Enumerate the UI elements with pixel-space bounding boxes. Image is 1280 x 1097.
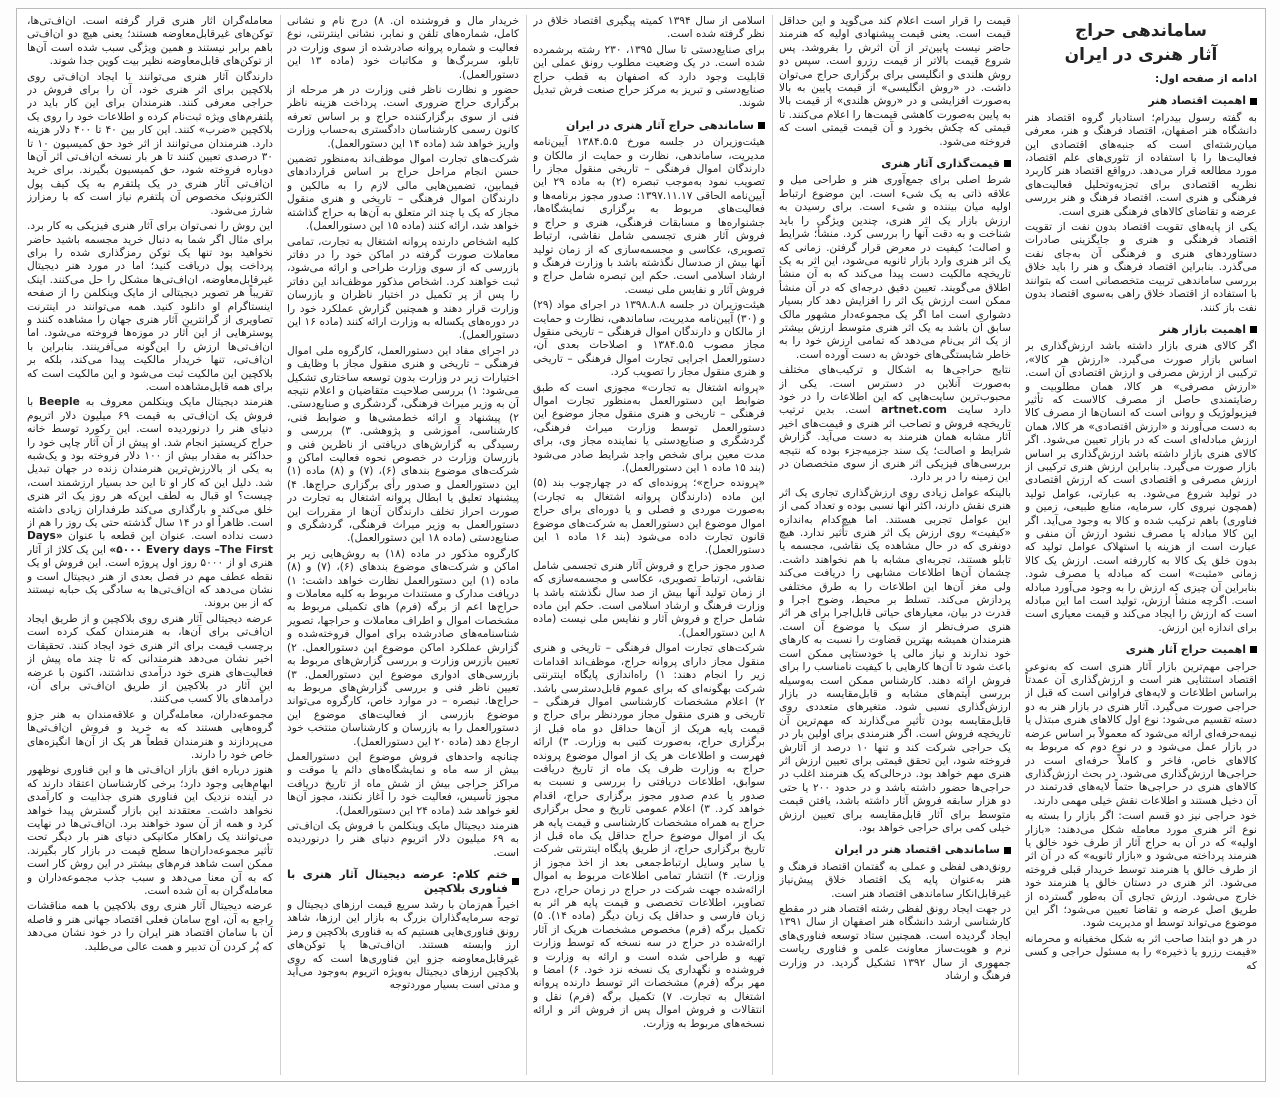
paragraph: عرضه دیجیتال آثار هنری روی بلاکچین با همه مناقشات راجع به آن، اوج سامان فعلی اقتصاد جهانی هنر و فاصله آن با سامان اقتصاد هنر ایران را در خود نشان می‌دهد که پُر کردن آن تدبیر و همت عالی می‌طلبد. [27, 900, 273, 953]
bullet-square-icon [1250, 98, 1257, 105]
paragraph: «پرونده حراج»؛ پرونده‌ای که در چهارچوب بند (۵) این ماده (دارندگان پروانه اشتغال به تجارت) به‌صورت موردی و فصلی و یا دوره‌ای برای حراج اموال موضوع این دستورالعمل به شرکت‌های موضوع قانون تجارت داده می‌شود (بند ۱۶ ماده ۱ این دستورالعمل). [533, 477, 765, 557]
column-2 [779, 15, 1011, 1075]
paragraph: یکی از پایه‌های تقویت اقتصاد بدون نفت از تقویت اقتصاد فرهنگی و هنری و جایگزینی صادرات دستاوردهای هنری و فرهنگی آن به‌جای نفت می‌گذرد. بنابراین اقتصاد فرهنگ و هنر را باید خلاق بررسی ساماندهی تربیت متخصصانی است که بتوانند با استفاده از اقتصاد خلاق راهی به‌سوی اقتصاد بدون نفت باز کنند. [1025, 221, 1257, 314]
paragraph: شرکت‌های تجارت اموال موظف‌اند به‌منظور تضمین حسن انجام مراحل حراج بر اساس قراردادهای فیمابین، تضمین‌هایی مالی لازم را به مالکین و دارندگان اموال فرهنگی – تاریخی و هنری منقول مجاز که یک یا چند اثر متعلق به آن‌ها به حراج گذاشته خواهد شد، ارائه کنند (ماده ۱۵ این دستورالعمل). [287, 153, 519, 233]
heading-auction-importance: اهمیت حراج آثار هنری [1025, 643, 1257, 656]
paragraph: معامله‌گران آثار هنری قرار گرفته است. ان‌اف‌تی‌ها، توکن‌های غیرقابل‌معاوضه هستند؛ یعنی هیچ دو ان‌اف‌تی باهم برابر نیستند و همین ویژگی سبب شده است آن‌ها از توکن‌های قابل‌معاوضه نظیر بیت کوین جدا شوند. [27, 15, 273, 68]
column-divider [772, 15, 773, 1075]
paragraph: هنوز درباره افق بازار ان‌اف‌تی ها و این فناوری نوظهور ابهام‌هایی وجود دارد؛ برخی کارشناسان اعتقاد دارند که در آینده نزدیک این فناوری هنری جذابیت و کارآمدی نخواهد داشت. معتقدند این بازار گسترش پیدا خواهد کرد و همه از آن سود خواهند برد. ان‌اف‌تی‌ها در نهایت می‌توانند یک راهکار مکانیکی دنیای هنر بار دیگر تحت تأثیر مجموعه‌داران‌ها سطح قیمت در بازار کار بگیرند. ممکن است شاهد فرم‌های بیشتر در این روش کار است که به آن معنا می‌دهد و سبب جذب مجموعه‌داران و معامله‌گران به آن شده است. [27, 764, 273, 897]
paragraph: مجموعه‌داران، معامله‌گران و علاقه‌مندان به هنر جزو گروه‌هایی هستند که به خرید و فروش ان‌اف‌تی‌ها می‌پردازند و هنرمندان قطعاً هر یک از آن‌ها انگیزه‌های خاص خود را دارند. [27, 708, 273, 761]
paragraph: در اجرای مفاد این دستورالعمل، کارگروه ملی اموال فرهنگی – تاریخی و هنری منقول مجاز با وظایف و اختیارات زیر در وزارت بدون توسعه ساختاری تشکیل می‌شود: ۱) بررسی صلاحیت متقاضیان و اعلام نتیجه آن به وزیر میراث فرهنگی، گردشگری و صنایع‌دستی. ۲) پیشنهاد و ارائه خط‌مشی‌ها و ضوابط فنی، کارشناسی، آموزشی و پژوهشی. ۳) بررسی و رسیدگی به گزارش‌های دریافتی از ناظرین فنی و بازرسان وزارت در خصوص نحوه فعالیت اماکن و شرکت‌های موضوع بندهای (۶)، (۷) و (۸) ماده (۱) این دستورالعمل و صدور رأی برگزاری حراج‌ها. ۴) پیشنهاد تعلیق یا ابطال پروانه اشتغال به تجارت در صورت احراز تخلف دارندگان آن‌ها از مقررات این دستورالعمل به وزیر میراث فرهنگی، گردشگری و صنایع‌دستی (ماده ۱۸ این دستورالعمل). [287, 344, 519, 545]
paragraph: شرکت‌های تجارت اموال فرهنگی – تاریخی و هنری منقول مجاز دارای پروانه حراج، موظف‌اند اقدامات زیر را انجام دهند: ۱) راه‌اندازی پایگاه اینترنتی شرکت بهگونه‌ای که برای عموم قابل‌دسترسی باشد. ۲) اعلام مشخصات کارشناسی اموال فرهنگی – تاریخی و هنری منقول مجاز موردنظر برای حراج و قیمت پایه هریک از آن‌ها حداقل دو ماه قبل از برگزاری حراج، به‌صورت کتبی به وزارت. ۳) ارائه فهرست و اطلاعات هر یک از اموال موضوع پرونده حراج به وزارت ظرف یک ماه از تاریخ دریافت سوابق، اطلاعات دریافتی را بررسی و نسبت به صدور یا عدم صدور مجوز برگزاری حراج، اقدام خواهد کرد. ۳) اعلام عمومی تاریخ و محل برگزاری حراج به همراه مشخصات کارشناسی و قیمت پایه هر یک از اموال موضوع حراج حداقل یک ماه قبل از تاریخ برگزاری حراج، از طریق پایگاه اینترنتی شرکت یا سایر وسایل ارتباط‌جمعی بعد از اخذ مجوز از وزارت. ۴) انتشار تمامی اطلاعات مربوط به اموال ارائه‌شده جهت شرکت در حراج در زمان حراج، درج تصاویر، اطلاعات تخصصی و قیمت پایه هر اثر به زبان فارسی و حداقل یک زبان دیگر (ماده ۱۴). ۵) تکمیل برگه (فرم) مخصوص مشخصات هریک از آثار ارائه‌شده در حراج در سه نسخه که توسط وزارت تهیه و طراحی شده است و ارائه به وزارت و فروشنده و نگهداری یک نسخه نزد خود. ۶) امضا و مهر برگه (فرم) مشخصات اثر توسط دارنده پروانه اشتغال به تجارت. ۷) تکمیل برگه (فرم) نقل و انتقالات و فروش اموال پس از فروش اثر و ارائه نسخه‌های مربوط به وزارت. [533, 642, 765, 1030]
paragraph: قیمت را قرار است اعلام کند می‌گوید و این حداقل قیمت است. یعنی قیمت پیشنهادی اولیه که هنرمند حاضر نیست پایین‌تر از آن اثرش را بفروشد. پس شروع قیمت بالاتر از قیمت رزرو است. سپس دو روش هلندی و انگلیسی برای برگزاری حراج می‌توان داشت. در «روش انگلیسی» از قیمت پایین به بالا به‌صورت افزایشی و در «روش هلندی» از قیمت بالا به پایین به‌صورت کاهشی قیمت‌ها را اعلام می‌کنند. تا قیمتی که چکش بخورد و آن قیمت قیمتی است که فروخته می‌شود. [779, 15, 1011, 148]
heading-pricing: قیمت‌گذاری آثار هنری [779, 157, 1011, 170]
bullet-square-icon [1250, 646, 1257, 653]
paragraph: حراجی مهم‌ترین بازار آثار هنری است که به‌نوعی اقتصاد استثنایی هنر است و ارزش‌گذاری آن عمدتاً براساس اطلاعات و لایه‌های فراوانی است که قبل از حراجی صورت می‌گیرد. آثار هنری در بازار هنر به دو دسته تقسیم می‌شود: نوع اول کالاهای هنری مبتذل یا نیمه‌حرفه‌ای ارائه می‌شود که معمولاً بر اساس عرضه در بازار عمل می‌شود و در نوع دوم که مربوط به کالاهای خاص، فاخر و کاملاً حرفه‌ای است در حراجی‌ها ارزش‌گذاری می‌شود. در بحث ارزش‌گذاری کالاهای هنری در حراجی‌ها حتماً لایه‌های قدرتمند در آن دخیل هستند و اطلاعات نقش خیلی مهمی دارند. [1025, 660, 1257, 807]
column-4 [287, 15, 519, 1075]
title-line-1: ساماندهی حراج [1074, 21, 1208, 41]
paragraph: دارندگان آثار هنری می‌توانند با ایجاد ان‌اف‌تی روی بلاکچین برای اثر هنری خود، آن را برای فروش در حراجی معرفی کنند. هنرمندان برای این کار باید در پلتفرم‌های ویژه ثبت‌نام کرده و اطلاعات خود را روی یک بلاکچین «ضرب» کنند. این کار بین ۴۰ تا ۴۰۰ دلار هزینه دارد. هنرمندان می‌توانند از اثر خود حق کمیسیون ۱۰ تا ۳۰ درصدی تعیین کنند تا هر بار نسخه ان‌اف‌تی اثر آن‌ها دوباره فروخته شود، حق کمیسیون بگیرند. برای خرید ان‌اف‌تی آثار هنری در یک پلتفرم به یک کیف پول الکترونیک مخصوص آن پلتفرم نیاز است که با رمزارز شارژ می‌شود. [27, 70, 273, 217]
column-divider [280, 15, 281, 1075]
paragraph: به گفته رسول بیدرام؛ استادیار گروه اقتصاد هنر دانشگاه هنر اصفهان، اقتصاد فرهنگ و هنر، معرفی میان‌رشته‌ای است که جنبه‌های اقتصادی این فعالیت‌ها را با استفاده از تئوری‌های علم اقتصاد، مورد مطالعه قرار می‌دهد. درواقع اقتصاد هنر کاربرد نظریه اقتصادی برای تجزیه‌وتحلیل فعالیت‌های فرهنگی و هنری است. اقتصاد فرهنگ و هنر بررسی عرضه و تقاضای کالاهای فرهنگی هنری است. [1025, 111, 1257, 218]
paragraph: عرضه دیجیتالی آثار هنری روی بلاکچین و از طریق ایجاد ان‌اف‌تی برای آن‌ها، به هنرمندان کمک کرده است برچسب قیمت برای اثر هنری خود ایجاد کنند. تحقیقات اخیر نشان می‌دهد هنرمندانی که تا چند ماه پیش از فعالیت‌های هنری خود درآمدی نداشتند، اکنون با عرضه این آثار در بلاکچین از طریق ان‌اف‌تی برای آن، درآمدهای بالا کسب می‌کنند. [27, 612, 273, 706]
paragraph: اخیراً هم‌زمان با رشد سریع قیمت ارزهای دیجیتال و توجه سرمایه‌گذاران بزرگ به بازار این ارزها، شاهد رونق فناوری‌هایی هستیم که به فناوری بلاکچین و رمز ارز وابسته هستند. ان‌اف‌تی‌ها یا توکن‌های غیرقابل‌معاوضه جزو این فناوری‌ها است که روی بلاکچین ارزهای دیجیتال به‌ویژه اتریوم به‌وجود می‌آید و مدتی است بسیار موردتوجه [287, 899, 519, 992]
paragraph: شرط اصلی برای جمع‌آوری هنر و طراحی میل و علاقه ذاتی به یک شیء است. این موضوع ارتباط اولیه میان بیننده و شیء است. برای رسیدن به ارزش بازار یک اثر هنری، چندین ویژگی را باید شناخت و به دقت آنها را بررسی کرد. منشأ؛ شرایط و اصالت؛ کیفیت در معرض قرار گرفتن. زمانی که یک اثر هنری وارد بازار ثانویه می‌شود، این اثر به یک تاریخچه مالکیت دست پیدا می‌کند که به آن منشأ اطلاق می‌گویند. تعیین دقیق درجه‌ای که در آن منشأ ممکن است ارزش یک اثر را افزایش دهد کار بسیار دشواری است اما اگر یک مجموعه‌دار مشهور مالک سابق آن باشد به یک اثر هنری متوسط ارزش بیشتر از یک اثر بی‌نام می‌دهد که تمامی ارزش خود را به خاطر شایستگی‌های خودش به دست آورده است. [779, 174, 1011, 361]
paragraph: در جهت ایجاد رونق لفظی رشته اقتصاد هنر در مقطع کارشناسی ارشد دانشگاه هنر اصفهان از سال ۱۳۹۱ ایجاد گردیده است. همچنین ستاد توسعه فناوری‌های نرم و هویت‌ساز معاونت علمی و فناوری ریاست جمهوری از سال ۱۳۹۲ تشکیل گردید. در وزارت فرهنگ و ارشاد [779, 903, 1011, 983]
heading-conclusion: ختم کلام: عرضه دیجیتال آثار هنری با فناوری بلاکچین [287, 868, 519, 895]
bullet-square-icon [758, 122, 765, 129]
bullet-square-icon [1004, 160, 1011, 167]
article-title [1025, 19, 1257, 67]
title-line-2: آثار هنری در ایران [1064, 45, 1218, 65]
beeple-name: Beeple [38, 396, 80, 409]
heading-art-economy: اهمیت اقتصاد هنر [1025, 94, 1257, 107]
paragraph: «پروانه اشتغال به تجارت» مجوزی است که طبق ضوابط این دستورالعمل به‌منظور تجارت اموال فرهنگی – تاریخی و هنری منقول مجاز موضوع این دستورالعمل توسط وزارت میراث فرهنگی، گردشگری و صنایع‌دستی یا نماینده مجاز وی، برای مدت معین برای شخص واجد شرایط صادر می‌شود (بند ۱۵ ماده ۱ این دستورالعمل). [533, 381, 765, 474]
column-3 [533, 15, 765, 1075]
paragraph: برای صنایع‌دستی تا سال ۱۳۹۵، ۲۳۰ رشته برشمرده شده است. در یک وضعیت مطلوب رونق عملی این قابلیت وجود دارد که اصفهان به قطب حراج صنایع‌دستی و تبریز به مرکز حراج صنعت فرش تبدیل شوند. [533, 43, 765, 110]
paragraph: بالینکه عوامل زیادی روی ارزش‌گذاری تجاری یک اثر هنری نقش دارند، اکثر آنها نسبی بوده و تعداد کمی از این عوامل تجربی هستند. اما هیچ‌کدام به‌اندازه «کیفیت» روی ارزش یک اثر هنری تأثیر ندارد. هیچ دونفری که در حال مشاهده یک نقاشی، مجسمه یا تابلو هستند، تجربه‌ای مشابه با هم نخواهند داشت. چشمان آن‌ها اطلاعات مشابهی را دریافت می‌کند ولی مغز آن‌ها این اطلاعات را به طرق مختلفی پردازش می‌کند. تسلط بر محیط، وضوح اجرا و قدرت در بیان، معیارهای حیاتی قابل‌اجرا برای هر اثر هنری صرف‌نظر از سبک یا موضوع آن است. هنرمندان همیشه بهترین قضاوت را نسبت به کارهای خود ندارند و نیاز مالی یا خودستایی ممکن است باعث شود تا آن‌ها کارهایی با کیفیت نامناسب را برای فروش ارائه دهند. کارشناس ممکن است به‌وسیله بررسی آیتم‌های مشابه و قابل‌مقایسه در بازار ارزش‌گذاری نسبی شود. متغیرهای متعددی روی قابل‌مقایسه بودن تأثیر می‌گذارند که مهم‌ترین آن تاریخچه فروش است. اگر هنرمندی برای اولین بار در یک حراجی شرکت کند و تنها ۱۰ درصد از آثارش فروخته شود، این تحقق قیمتی برای تعیین ارزش اثر هنری مهم خواهد بود. درحالی‌که یک هنرمند اغلب در حراجی‌ها حضور داشته باشد و در حدود ۲۰۰ یا حتی دو هزار سابقه فروش آثار داشته باشد، یافتن قیمت متوسط برای آثار قابل‌مقایسه برای تعیین ارزش خیلی کمی برای حراجی خواهد بود. [779, 486, 1011, 834]
heading-auction-organizing: ساماندهی حراج آثار هنری در ایران [533, 119, 765, 132]
paragraph: اسلامی از سال ۱۳۹۴ کمیته پیگیری اقتصاد خلاق در نظر گرفته شده است. [533, 15, 765, 41]
column-1 [1025, 15, 1257, 1075]
paragraph: در هر دو ابتدا صاحب اثر به شکل مخفیانه و محرمانه «قیمت رزرو یا ذخیره» را به مسئول حراجی و کسی که [1025, 932, 1257, 972]
paragraph: هنرمند دیجیتال مایک وینکلمن معروف به Beeple با فروش یک ان‌اف‌تی به قیمت ۶۹ میلیون دلار اتریوم دنیای هنر را درنوردیده است. این رکورد توسط خانه حراج کریستیز انجام شد. او پیش از آن آثار چاپی خود را حداکثر به مقدار بیش از ۱۰۰ دلار فروخته بود و یک‌شبه به یکی از بالارزش‌ترین هنرمندان زنده در جهان تبدیل شد. دلیل این که کار او تا این حد بسیار ارزشمند است، چیست؟ او قبال به لطف این‌که هر روز یک اثر هنری خلق می‌کند و بارگذاری می‌کند طرفداران زیادی داشته است. ظاهراً او در ۱۴ سال گذشته حتی یک روز را هم از دست نداده است. عنوان این قطعه با عنوان «Days ۵۰۰۰ Every days –The First» این یک کلاژ از آثار هنری او از ۵۰۰۰ روز اول پروژه است. این فروش او یک نقطه عطف مهم در فصل بعدی از هنر دیجیتال است و نشان می‌دهد که ان‌اف‌تی‌ها به سادگی یک حبابه نیستند که از بین بروند. [27, 396, 273, 610]
heading-art-market: اهمیت بازار هنر [1025, 323, 1257, 336]
bullet-square-icon [512, 878, 519, 885]
article-frame [16, 8, 1266, 1082]
artwork-title: «Days ۵۰۰۰ Every days –The First» [27, 530, 273, 556]
column-divider [1018, 15, 1019, 1075]
column-divider [526, 15, 527, 1075]
heading-organizing-iran: ساماندهی اقتصاد هنر در ایران [779, 843, 1011, 856]
paragraph: هیئت‌وزیران در جلسه ۱۳۹۸.۸.۸ در اجرای مواد (۲۹) و (۳۰) آیین‌نامه مدیریت، ساماندهی، نظارت و حمایت از مالکان و دارندگان اموال فرهنگی – تاریخی منقول مجاز مصوب ۱۳۸۴.۵.۵ و اصلاحات بعدی آن، دستورالعمل اجرایی تجارت اموال فرهنگی – تاریخی و هنری منقول مجاز را تصویب کرد. [533, 299, 765, 379]
bullet-square-icon [1004, 847, 1011, 854]
paragraph: خریدار مال و فروشنده آن. ۸) درج نام و نشانی کامل، شماره‌های تلفن و نمابر، نشانی اینترنتی، نوع فعالیت و شماره پروانه صادرشده از سوی وزارت در تابلو، سربرگ‌ها و مکاتبات خود (ماده ۱۳ این دستورالعمل). [287, 15, 519, 81]
paragraph: این روش را نمی‌توان برای آثار هنری فیزیکی به کار برد. برای مثال اگر شما به دنبال خرید مجسمه باشید حاضر نخواهید بود تنها یک توکن رمزگذاری شده را برای پرداخت پول دریافت کنید؛ اما در مورد هنر دیجیتال غیرقابل‌معاوضه، ان‌اف‌تی‌ها مشکل را حل می‌کنند. اینک تقریباً هر تصویر دیجیتالی از مایک وینکلمن را از صفحه اینستاگرام او دانلود کنید. همه می‌توانند در اینترنت تصاویری از گرانترین آثار هنری جهان را مشاهده کنند و پوسترهایی از این آثار در موزه‌ها فروخته می‌شود. اما ان‌اف‌تی‌ها ارزش را این‌گونه می‌آفرینند. بنابراین با ان‌اف‌تی، تنها خریدار مالکیت پیدا می‌کند، بلکه بر بلاکچین این مالکیت ثبت می‌شود و این مالکیت است که برای همه قابل‌مشاهده است. [27, 220, 273, 393]
continued-from: ادامه از صفحه اول: [1154, 73, 1257, 85]
paragraph: کارگروه مذکور در ماده (۱۸) به روش‌هایی زیر بر اماکن و شرکت‌های موضوع بندهای (۶)، (۷) و (۸) ماده (۱) این دستورالعمل نظارت خواهد داشت: ۱) دریافت مدارک و مستندات مربوط به کلیه معاملات و حراج‌ها اعم از برگه (فرم) های تکمیلی مربوط به مشخصات اموال و اطراف معاملات و حراجها، تصویر شناسنامه‌های صادرشده برای اموال فروخته‌شده و گزارش عملکرد اماکن موضوع این دستورالعمل. ۲) تعیین بازرس وزارت و بررسی گزارش‌های مربوط به بازرسی‌های ادواری موضوع این دستورالعمل. ۳) تعیین ناظر فنی و بررسی گزارش‌های مربوط به حراج‌ها. تبصره – در موارد خاص، کارگروه می‌تواند موضوع بازرسی از فعالیت‌های موضوع این دستورالعمل را به بازرسان و کارشناسان منتخب خود ارجاع دهد (ماده ۲۰ این دستورالعمل). [287, 547, 519, 748]
paragraph: کلیه اشخاص دارنده پروانه اشتغال به تجارت، تمامی معاملات صورت گرفته در اماکن خود را در دفاتر بازرسی که از سوی وزارت طراحی و ارائه می‌شود، ثبت خواهند کرد. اشخاص مذکور موظف‌اند این دفاتر را پس از پر تکمیل در اختیار ناظران و بازرسان وزارت قرار دهند و همچنین گزارش عملکرد خود را در دوره‌های یکساله به وزارت ارائه کنند (ماده ۱۶ این دستورالعمل). [287, 235, 519, 342]
paragraph: خود حراجی نیز دو قسم است: اگر بازار را بسته به نوع اثر هنری مورد معامله شکل می‌دهند: «بازار اولیه» که در آن به حراج آثار از طرف خود خالق یا هنرمند پرداخته می‌شود و «بازار ثانویه» که در آن اثر از طرف خالق یا هنرمند توسط خریدار قبلی فروخته می‌شود. اثر هنری در دستان خالق یا هنرمند خود خارج می‌شود. ارزش تجاری آن به‌طور گسترده از طریق اصل عرضه و تقاضا تعیین می‌شود؛ اگر این موضوع می‌تواند توسط او مدیریت شود. [1025, 810, 1257, 930]
paragraph: نتایج حراجی‌ها به اشکال و ترکیب‌های مختلف به‌صورت آنلاین در دسترس است. یکی از محبوب‌ترین سایت‌هایی که این اطلاعات را در خود دارد سایت artnet.com است. بدین ترتیب تاریخچه فروش و تصاحب اثر هنری و قیمت‌های اخیر آثار مشابه همان هنرمند به دست می‌آید. گزارش شرایط و اصالت؛ یک سند جزمیه‌جزء بوده که نتیجه بررسی‌های فیزیکی اثر هنری از سوی متخصصان در این زمینه را در بر دارد. [779, 364, 1011, 484]
paragraph: رونق‌دهی لفظی و عملی به گفتمان اقتصاد فرهنگ و هنر به‌عنوان پایه یک اقتصاد خلاق پیش‌نیاز غیرقابل‌انکار ساماندهی اقتصاد هنر است. [779, 860, 1011, 900]
paragraph: هنرمند دیجیتال مایک وینکلمن با فروش یک ان‌اف‌تی به ۶۹ میلیون دلار اتریوم دنیای هنر را درنوردیده است. [287, 819, 519, 859]
paragraph: صدور مجوز حراج و فروش آثار هنری تجسمی شامل نقاشی، ارتباط تصویری، عکاسی و مجسمه‌سازی که از زمان تولید آنها بیش از صد سال نگذشته باشد با وزارت فرهنگ و ارشاد اسلامی است. حکم این ماده شامل حراج و فروش آثار و نفایس ملی نیست (ماده ۸ این دستورالعمل). [533, 559, 765, 639]
website-link[interactable]: artnet.com [881, 404, 947, 417]
paragraph: اگر کالای هنری بازار داشته باشد ارزش‌گذاری بر اساس بازار صورت می‌گیرد. «ارزش هر کالا»، ترکیبی از ارزش مصرفی و ارزش اقتصادی آن است. «ارزش مصرفی» هر کالا، همان مطلوبیت و رضایتمندی حاصل از مصرف کالاست که تأثیر فیزیولوژیک و روانی است که انسان‌ها از مصرف کالا به دست می‌آورند و «ارزش اقتصادی» هر کالا، همان ارزش مبادله‌ای است که در بازار تعیین می‌شود. اگر کالای هنری بازار داشته باشد ارزش‌گذاری بر اساس بازار صورت می‌گیرد. بنابراین ارزش هنری ترکیبی از ارزش مصرفی و اقتصادی است که ارزش اقتصادی در تولید شروع می‌شود. به عبارتی، عوامل تولید (همچون نیروی کار، سرمایه، منابع طبیعی، زمین و فناوری) باهم ترکیب شده و کالا به وجود می‌آید. اگر این کالا مبادله یا مصرف نشود ارزش آن منفی و عبارت است از هزینه یا استهلاک عوامل تولید که بدون خلق یک کالا به کاررفته است. ارزش یک کالا زمانی «مثبت» است که مبادله یا مصرف شود. بنابراین آن چیزی که ارزش را به وجود می‌آورد مبادله است. اگرچه منشأ ارزش، تولید است اما این مبادله است که ارزش را ایجاد می‌کند و قیمت معیاری است برای اندازه این ارزش. [1025, 340, 1257, 634]
paragraph: چنانچه واحدهای فروش موضوع این دستورالعمل بیش از سه ماه و نمایشگاه‌های دائم یا موقت و مراکز حراجی بیش از شش ماه از تاریخ دریافت مجوز تأسیس، فعالیت خود را آغاز نکنند، مجوز آن‌ها لغو خواهد شد (ماده ۲۴ این دستورالعمل). [287, 750, 519, 817]
bullet-square-icon [1250, 326, 1257, 333]
column-5 [27, 15, 273, 1075]
paragraph: حضور و نظارت ناظر فنی وزارت در هر مرحله از برگزاری حراج ضروری است. پرداخت هزینه ناظر فنی از سوی برگزارکننده حراج و بر اساس تعرفه کانون رسمی کارشناسان دادگستری به‌حساب وزارت واریز خواهد شد (ماده ۱۴ این دستورالعمل). [287, 84, 519, 150]
paragraph: هیئت‌وزیران در جلسه مورخ ۱۳۸۴.۵.۵ آیین‌نامه مدیریت، ساماندهی، نظارت و حمایت از مالکان و دارندگان اموال فرهنگی – تاریخی منقول مجاز را تصویب نمود به‌موجب تبصره (۲) به ماده ۲۹ این آیین‌نامه الحاقی ۱۳۹۷.۱۱.۱۷: صدور مجوز برنامه‌ها و فعالیت‌های مربوط به برگزاری نمایشگاه‌ها، جشنواره‌ها و مسابقات فرهنگی، هنری و حراج و فروش آثار هنری تجسمی شامل نقاشی، ارتباط تصویری، عکاسی و مجسمه‌سازی که از زمان تولید آنها بیش از صدسال نگذشته باشد با وزارت فرهنگ و ارشاد اسلامی است. حکم این تبصره شامل حراج و فروش آثار و نفایس ملی نیست. [533, 136, 765, 296]
